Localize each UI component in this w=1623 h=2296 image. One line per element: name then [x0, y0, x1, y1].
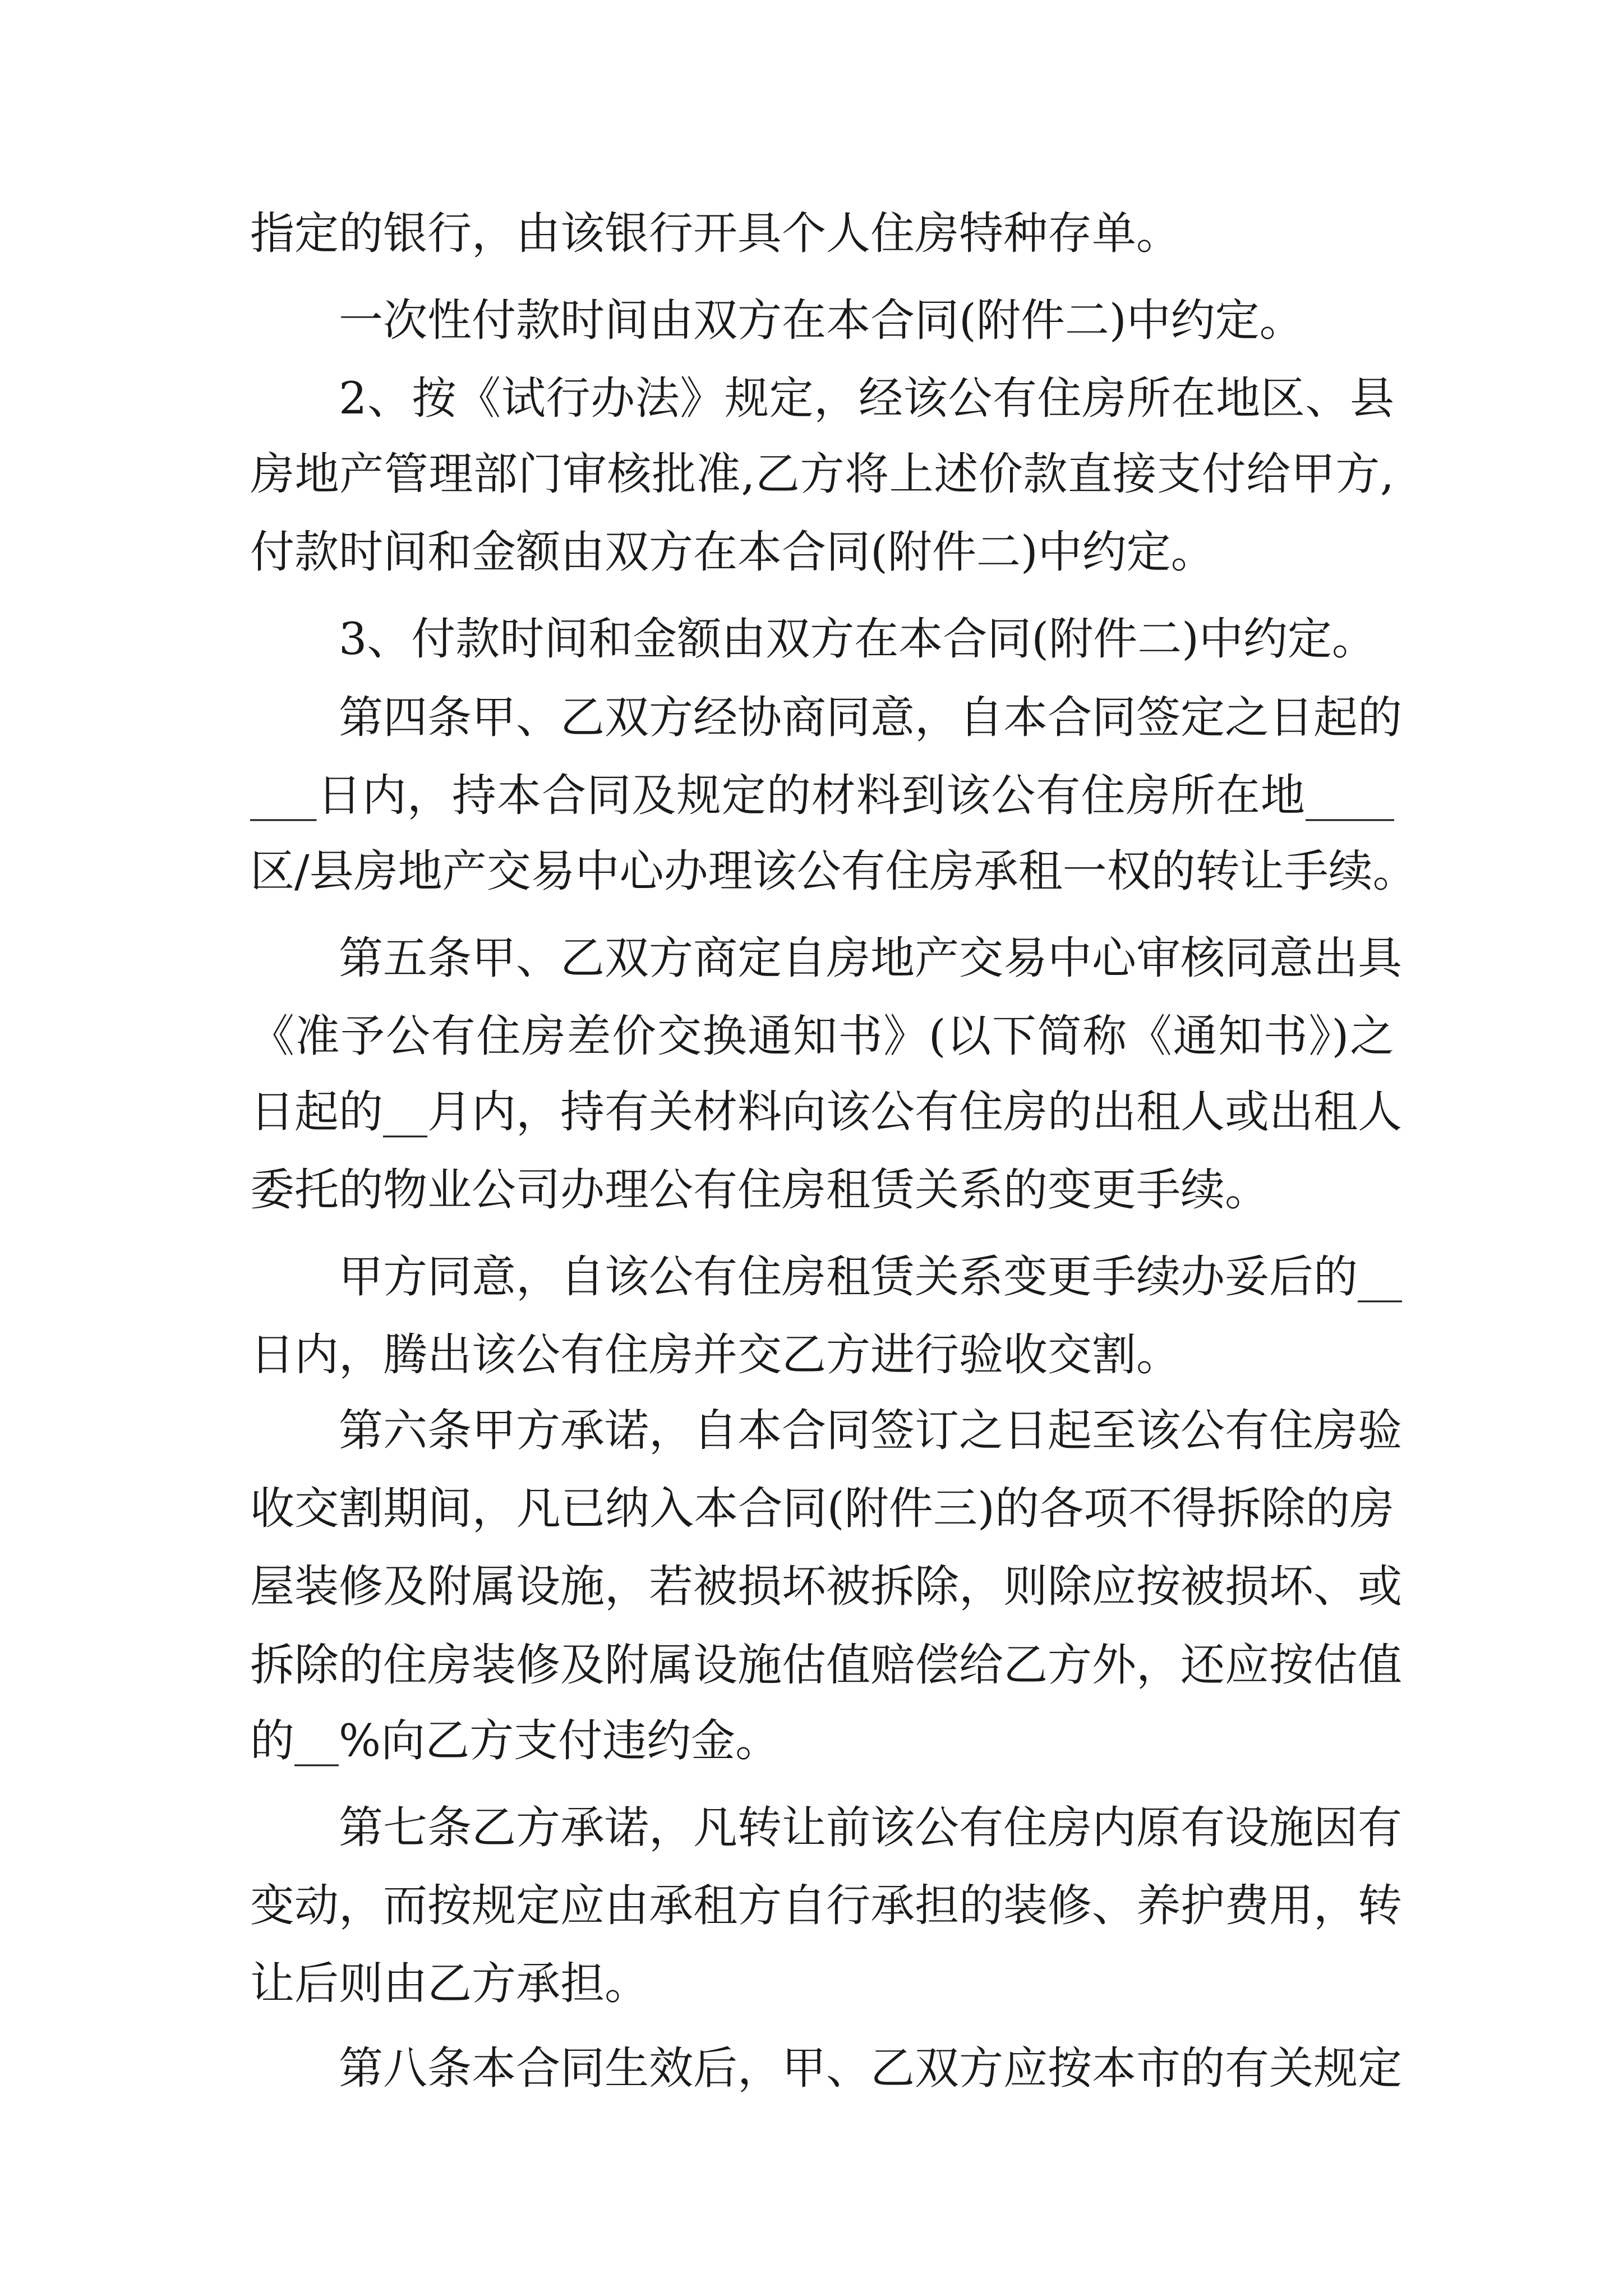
text-line: 第四条甲、乙双方经协商同意，自本合同签定之日起的 — [339, 692, 1402, 743]
text-line: 《准予公有住房差价交换通知书》(以下简称《通知书》)之 — [250, 1010, 1394, 1062]
text-line: 一次性付款时间由双方在本合同(附件二)中约定。 — [339, 295, 1304, 346]
text-line: 第六条甲方承诺，自本合同签订之日起至该公有住房验 — [339, 1405, 1402, 1456]
text-line: 甲方同意，自该公有住房租赁关系变更手续办妥后的__ — [339, 1251, 1402, 1303]
text-line: 日内，腾出该公有住房并交乙方进行验收交割。 — [250, 1329, 1181, 1381]
text-line: 的__%向乙方支付违约金。 — [250, 1715, 780, 1766]
text-line: ___日内，持本合同及规定的材料到该公有住房所在地____ — [250, 770, 1394, 821]
text-line: 变动，而按规定应由承租方自行承担的装修、养护费用，转 — [250, 1880, 1402, 1931]
text-line: 房地产管理部门审核批准,乙方将上述价款直接支付给甲方, — [250, 448, 1394, 500]
text-line: 委托的物业公司办理公有住房租赁关系的变更手续。 — [250, 1164, 1269, 1216]
text-line: 收交割期间，凡已纳入本合同(附件三)的各项不得拆除的房 — [250, 1483, 1394, 1534]
text-line: 指定的银行，由该银行开具个人住房特种存单。 — [250, 208, 1181, 259]
text-line: 区/县房地产交易中心办理该公有住房承租一权的转让手续。 — [250, 845, 1417, 897]
text-line: 让后则由乙方承担。 — [250, 1958, 649, 2009]
text-line: 第八条本合同生效后，甲、乙双方应按本市的有关规定 — [339, 2042, 1402, 2094]
text-line: 2、按《试行办法》规定，经该公有住房所在地区、县 — [339, 372, 1394, 424]
text-line: 屋装修及附属设施，若被损坏被拆除，则除应按被损坏、或 — [250, 1561, 1402, 1612]
text-line: 日起的__月内，持有关材料向该公有住房的出租人或出租人 — [250, 1086, 1402, 1138]
text-line: 3、付款时间和金额由双方在本合同(附件二)中约定。 — [339, 613, 1376, 665]
text-line: 付款时间和金额由双方在本合同(附件二)中约定。 — [250, 526, 1215, 578]
text-line: 第五条甲、乙双方商定自房地产交易中心审核同意出具 — [339, 932, 1402, 984]
text-line: 拆除的住房装修及附属设施估值赔偿给乙方外，还应按估值 — [250, 1639, 1402, 1691]
text-line: 第七条乙方承诺，凡转让前该公有住房内原有设施因有 — [339, 1802, 1402, 1853]
